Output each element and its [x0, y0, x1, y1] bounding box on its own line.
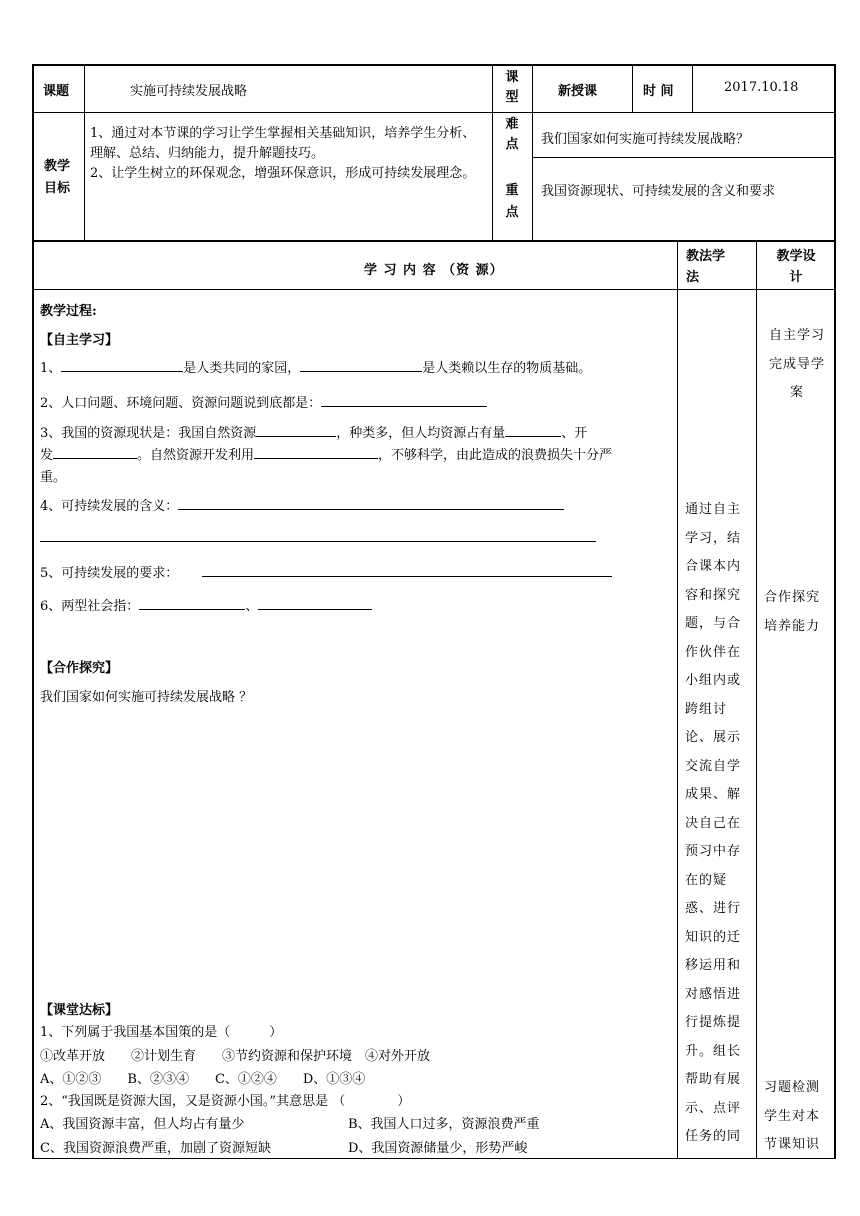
answer-blank[interactable]	[505, 422, 561, 437]
topic-label: 课题	[43, 84, 70, 99]
content-title: 学 习 内 容 （资 源）	[364, 263, 504, 278]
question-3-line-2: 发 。自然资源开发利用 ，不够科学，由此造成的浪费损失十分严	[40, 444, 612, 463]
key-value: 我国资源现状、可持续发展的含义和要求	[541, 184, 776, 199]
topic-value: 实施可持续发展战略	[130, 84, 248, 99]
answer-blank[interactable]	[202, 562, 612, 577]
answer-line[interactable]	[40, 541, 596, 542]
answer-blank[interactable]	[139, 595, 245, 610]
design-note-3: 习题检测学生对本节课知识	[764, 1080, 821, 1152]
test-question-1: 1、下列属于我国基本国策的是（ ）	[40, 1025, 283, 1040]
difficulty-value: 我们国家如何实施可持续发展战略？	[541, 132, 750, 147]
design-note-1: 自主学习完成导学案	[768, 328, 825, 400]
method-column-text: 通过自主学习，结合课本内容和探究题，与合作伙伴在小组内或跨组讨论、展示交流自学成果、解决自己在预习中存在的疑惑、进行知识的迁移运用和对感悟进行提炼提升。组长帮助有展示、点评任务的同	[685, 502, 742, 1144]
objective-1: 1、通过对本节课的学习让学生掌握相关基础知识，培养学生分析、理解、总结、归纳能力，提升解题技巧。	[90, 126, 476, 161]
answer-blank[interactable]	[53, 444, 137, 459]
time-value: 2017.10.18	[724, 80, 799, 95]
question-6: 6、两型社会指： 、	[40, 595, 372, 614]
border	[692, 64, 693, 112]
test-question-2: 2、“我国既是资源大国，又是资源小国。”其意思是 （ ）	[40, 1094, 411, 1109]
answer-blank[interactable]	[258, 595, 372, 610]
method-label: 教法学法	[686, 249, 726, 285]
type-label: 课型	[505, 70, 519, 105]
objectives-text	[90, 124, 486, 184]
design-note-2: 合作探究培养能力	[764, 590, 821, 634]
process-title: 教学过程:	[40, 304, 97, 319]
question-5: 5、可持续发展的要求：	[40, 562, 612, 581]
design-label: 教学设计	[776, 249, 816, 285]
answer-blank[interactable]	[300, 357, 422, 372]
objectives-label: 教学目标	[44, 159, 71, 196]
coop-question: 我们国家如何实施可持续发展战略 ？	[40, 690, 253, 705]
time-label: 时 间	[643, 84, 674, 99]
border	[677, 241, 678, 1159]
border	[32, 241, 34, 1159]
border	[32, 64, 836, 66]
question-1: 1、 是人类共同的家园， 是人类赖以生存的物质基础。	[40, 357, 591, 376]
border	[32, 289, 836, 290]
test-question-2-options-ab: A、我国资源丰富，但人均占有量少 B、我国人口过多，资源浪费严重	[40, 1117, 540, 1132]
difficulty-label: 难点	[505, 117, 519, 152]
border	[532, 157, 836, 158]
answer-blank[interactable]	[61, 357, 183, 372]
border	[32, 64, 34, 242]
question-4: 4、可持续发展的含义：	[40, 495, 564, 514]
answer-blank[interactable]	[321, 392, 487, 407]
key-label: 重点	[505, 183, 519, 220]
question-2: 2、人口问题、环境问题、资源问题说到底都是：	[40, 392, 487, 411]
border	[834, 241, 836, 1159]
border	[834, 64, 836, 242]
border	[32, 1158, 836, 1159]
coop-heading: 【合作探究】	[40, 661, 119, 676]
test-heading: 【课堂达标】	[40, 1003, 119, 1018]
border	[32, 240, 836, 242]
border	[32, 112, 836, 113]
type-value: 新授课	[558, 84, 598, 99]
objective-2: 2、让学生树立的环保观念，增强环保意识，形成可持续发展理念。	[90, 166, 476, 181]
question-3-line-1: 3、我国的资源现状是：我国自然资源 ，种类多，但人均资源占有量 、开	[40, 422, 587, 441]
border	[756, 241, 757, 1159]
test-question-1-options: ①改革开放 ②计划生育 ③节约资源和保护环境 ④对外开放	[40, 1049, 431, 1064]
answer-blank[interactable]	[178, 495, 564, 510]
self-study-heading: 【自主学习】	[40, 333, 119, 348]
border	[632, 64, 633, 112]
question-3-line-3: 重。	[40, 470, 67, 485]
answer-blank[interactable]	[254, 444, 378, 459]
border	[84, 64, 85, 241]
border	[532, 64, 533, 241]
answer-blank[interactable]	[256, 422, 336, 437]
test-question-1-answers: A、①②③ B、②③④ C、①②④ D、①③④	[40, 1072, 366, 1087]
test-question-2-options-cd: C、我国资源浪费严重，加剧了资源短缺 D、我国资源储量少，形势严峻	[40, 1141, 528, 1156]
border	[492, 64, 493, 241]
